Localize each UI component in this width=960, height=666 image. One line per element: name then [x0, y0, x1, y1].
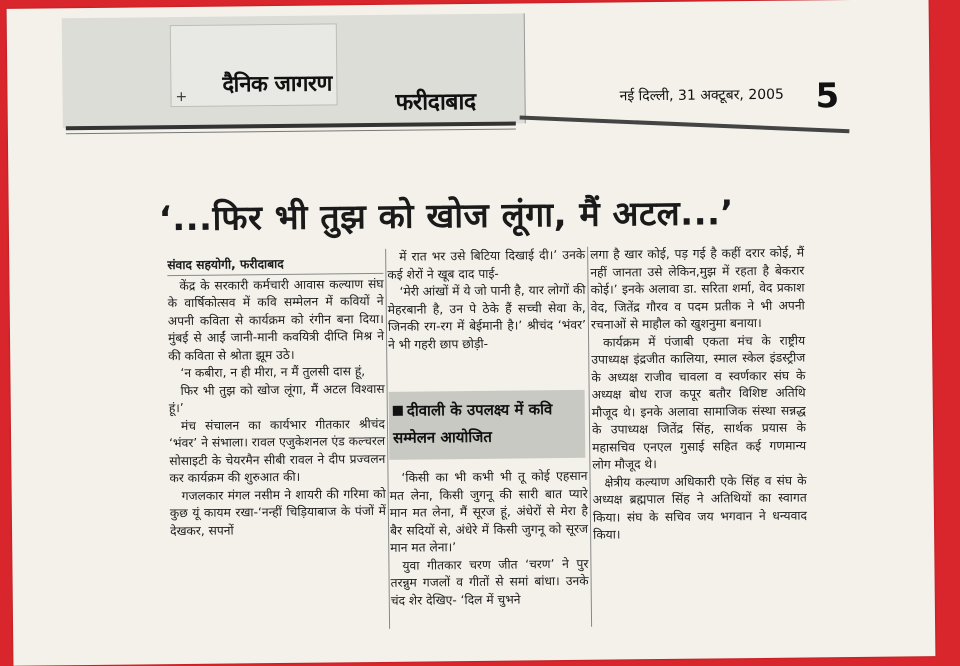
article-column-1: [167, 255, 386, 540]
paragraph: केंद्र के सरकारी कर्मचारी आवास कल्याण संघ के वार्षिकोत्सव में कवि सम्मेलन में कवियों ने अपनी कविता से कार्यक्रम को रंगीन बना दिया। मुंबई से आईं जानी-मानी कवयित्री दीप्ति मिश्र ने की कविता से श्रोता झूम उठे।: [167, 276, 385, 363]
paragraph: युवा गीतकार चरण जीत ‘चरण’ ने पुर तरन्नुम गजलों व गीतों से समां बांधा। उनके चंद शेर देखिए- ‘दिल में चुभने: [390, 556, 589, 608]
paragraph: मंच संचालन का कार्यभार गीतकार श्रीचंद ‘भंवर’ ने संभाला। रावल एजुकेशनल एंड कल्चरल सोसाइटी के चेयरमैन सीबी रावल ने दीप प्रज्वलन कर कार्यक्रम की शुरुआत की।: [169, 416, 386, 486]
paragraph: लगा है खार कोई, पड़ गई है कहीं दरार कोई, मैं नहीं जानता उसे लेकिन,मुझ में रहता है बेकरार कोई।’ इनके अलावा डा. सरिता शर्मा, वेद प्रकाश वेद, जितेंद्र गौरव व पदम प्रतीक ने भी अपनी रचनाओं से माहौल को खुशनुमा बनाया।: [590, 245, 805, 332]
article-column-2: [387, 247, 586, 354]
paragraph: ‘किसी का भी कभी भी तू कोई एहसान मत लेना, किसी जुगनू की सारी बात प्यारे मान मत लेना, मैं सूरज हूं, अंधेरों से मेरा है बैर सदियों से, अंधेरे में किसी जुगनू को सूरज मान मत लेना।’: [389, 468, 589, 555]
registration-mark: +: [175, 88, 188, 106]
article-column-2-continued: [389, 468, 588, 610]
masthead-rule-right: [520, 115, 850, 133]
subheading-text: दीवाली के उपलक्ष्य में कवि सम्मेलन आयोजित: [393, 400, 553, 447]
paragraph: फिर भी तुझ को खोज लूंगा, मैं अटल विश्वास हूं।’: [168, 381, 385, 416]
subheading-box: [389, 390, 586, 460]
paragraph: गजलकार मंगल नसीम ने शायरी की गरिमा को कुछ यूं कायम रखा-‘नन्हीं चिड़ियाबाज के पंजों में देखकर, सपनों: [169, 486, 386, 538]
paragraph: में रात भर उसे बिटिया दिखाई दी।’ उनके कई शेरों ने खूब दाद पाई-: [387, 247, 586, 282]
paragraph: ‘मेरी आंखों में ये जो पानी है, यार लोगों की मेहरबानी है, उन पे ठेके हैं सच्ची सेवा के, जिनकी रग-रग में बेईमानी है।’ श्रीचंद ‘भंवर’ ने भी गहरी छाप छोड़ी-: [387, 282, 586, 352]
page-number: 5: [815, 76, 840, 117]
article-column-3: [590, 245, 807, 545]
paragraph: ‘न कबीरा, न ही मीरा, न मैं तुलसी दास हूं,: [180, 364, 366, 381]
byline: संवाद सहयोगी, फरीदाबाद: [167, 255, 383, 276]
paragraph: कार्यक्रम में पंजाबी एकता मंच के राष्ट्रीय उपाध्यक्ष इंद्रजीत कालिया, स्माल स्केल इंडस्ट्रीज के अध्यक्ष राजीव चावला व स्वर्णकार संघ के अध्यक्ष बोध राज कपूर बतौर विशिष्ट अतिथि मौजूद थे। इनके अलावा सामाजिक संस्था सन्नद्ध के उपाध्यक्ष जितेंद्र सिंह, सार्थक प्रयास के महासचिव एनएल गुसाई सहित कई गणमान्य लोग मौजूद थे।: [591, 333, 807, 472]
newspaper-clipping: [7, 0, 936, 666]
paper-name: दैनिक जागरण: [222, 71, 332, 98]
edition-name: फरीदाबाद: [395, 88, 476, 116]
paragraph: क्षेत्रीय कल्याण अधिकारी एके सिंह व संघ के अध्यक्ष ब्रह्मपाल सिंह ने अतिथियों का स्वागत किया। संघ के सचिव जय भगवान ने धन्यवाद किया।: [592, 472, 808, 542]
bullet-square-icon: [393, 406, 403, 416]
article-headline: ‘...फिर भी तुझ को खोज लूंगा, मैं अटल...’: [158, 193, 735, 240]
dateline: नई दिल्ली, 31 अक्टूबर, 2005: [619, 86, 785, 105]
